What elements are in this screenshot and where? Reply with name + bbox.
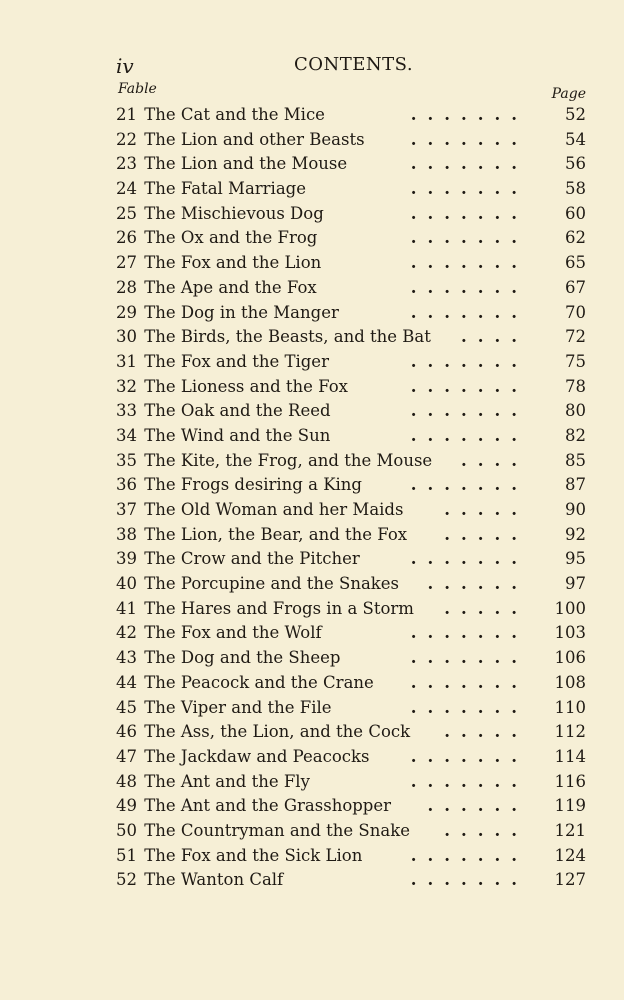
contents-entry (116, 128, 586, 153)
fable-title: The Birds, the Beasts, and the Bat (144, 327, 431, 347)
contents-entry (116, 226, 586, 251)
contents-entry (116, 696, 586, 721)
contents-entry (116, 350, 586, 375)
dot-leaders: ....... (410, 105, 528, 124)
page-number: 72 (565, 327, 586, 347)
fable-title: The Mischievous Dog (144, 203, 324, 223)
page-number: 103 (554, 623, 586, 643)
fable-title: The Ant and the Grasshopper (144, 796, 392, 816)
page-number: 67 (565, 277, 586, 297)
fable-number: 21 (116, 105, 137, 124)
contents-entry (116, 745, 586, 770)
page-number: 82 (565, 425, 586, 445)
page-number: 97 (565, 574, 586, 594)
contents-entry (116, 103, 586, 128)
dot-leaders: ....... (410, 475, 528, 495)
fable-number: 25 (116, 203, 137, 223)
contents-entry (116, 868, 586, 893)
fable-number: 34 (116, 425, 137, 445)
fable-number: 22 (116, 129, 137, 149)
contents-entry (116, 646, 586, 671)
fable-number: 52 (116, 870, 137, 890)
fable-title: The Wanton Calf (144, 870, 284, 890)
page-number: 116 (554, 771, 586, 791)
page-number: 106 (554, 648, 586, 668)
dot-leaders: ...... (427, 796, 528, 816)
contents-entry (116, 375, 586, 400)
fable-number: 51 (116, 845, 137, 865)
fable-number: 38 (116, 524, 137, 544)
contents-entry (116, 523, 586, 548)
contents-entry (116, 770, 586, 795)
page-number: 87 (565, 475, 586, 495)
dot-leaders: ...... (427, 574, 528, 594)
fable-number: 37 (116, 500, 137, 519)
dot-leaders: ....... (410, 697, 528, 717)
page-number: 92 (565, 524, 586, 544)
page-number: 127 (554, 870, 586, 890)
fable-title: The Viper and the File (144, 697, 332, 717)
fable-title: The Lion, the Bear, and the Fox (144, 524, 408, 544)
page-number: 90 (565, 500, 586, 519)
fable-title: The Fox and the Sick Lion (144, 845, 363, 865)
fable-number: 23 (116, 154, 137, 174)
page-number: 121 (554, 820, 586, 840)
page-number: 80 (565, 401, 586, 421)
dot-leaders: ....... (410, 179, 528, 199)
fable-title: The Crow and the Pitcher (144, 549, 360, 569)
fable-number: 43 (116, 648, 137, 668)
page-header (116, 54, 416, 78)
contents-entry (116, 473, 586, 498)
contents-entry (116, 671, 586, 696)
dot-leaders: ....... (410, 870, 528, 890)
fable-title: The Ass, the Lion, and the Cock (144, 722, 411, 742)
fable-title: The Porcupine and the Snakes (144, 574, 400, 594)
dot-leaders: ..... (444, 722, 528, 742)
contents-entry (116, 720, 586, 745)
dot-leaders: ....... (410, 672, 528, 692)
page-number: 112 (554, 722, 586, 742)
dot-leaders: .... (461, 450, 528, 470)
fable-column-label: Fable (118, 81, 157, 97)
fable-number: 30 (116, 327, 137, 347)
fable-title: The Wind and the Sun (144, 425, 331, 445)
fable-title: The Frogs desiring a King (144, 475, 362, 495)
dot-leaders: ....... (410, 376, 528, 396)
contents-entry (116, 202, 586, 227)
fable-number: 49 (116, 796, 137, 816)
fable-title: The Lion and the Mouse (144, 154, 348, 174)
dot-leaders: ....... (410, 746, 528, 766)
contents-entry (116, 399, 586, 424)
page-number: 114 (554, 746, 586, 766)
page-number: 60 (565, 203, 586, 223)
column-labels (118, 81, 588, 101)
dot-leaders: ....... (410, 277, 528, 297)
fable-number: 36 (116, 475, 137, 495)
page-number: 78 (565, 376, 586, 396)
fable-number: 44 (116, 672, 137, 692)
contents-entry (116, 819, 586, 844)
page-number: 52 (565, 105, 586, 124)
contents-entry (116, 152, 586, 177)
contents-entry (116, 449, 586, 474)
page-number: 124 (554, 845, 586, 865)
fable-title: The Ox and the Frog (144, 228, 318, 248)
fable-title: The Fox and the Wolf (144, 623, 322, 643)
fable-title: The Countryman and the Snake (144, 820, 410, 840)
fable-title: The Cat and the Mice (144, 105, 325, 124)
contents-entry (116, 844, 586, 869)
dot-leaders: .... (461, 327, 528, 347)
page-number: 62 (565, 228, 586, 248)
contents-list (116, 103, 586, 893)
contents-entry (116, 597, 586, 622)
contents-entry (116, 177, 586, 202)
fable-number: 42 (116, 623, 137, 643)
contents-entry (116, 572, 586, 597)
fable-title: The Kite, the Frog, and the Mouse (144, 450, 433, 470)
fable-number: 32 (116, 376, 137, 396)
dot-leaders: ..... (444, 500, 528, 519)
fable-title: The Lion and other Beasts (144, 129, 365, 149)
dot-leaders: ....... (410, 771, 528, 791)
dot-leaders: ....... (410, 648, 528, 668)
page-number: 110 (554, 697, 586, 717)
fable-number: 28 (116, 277, 137, 297)
dot-leaders: ..... (444, 524, 528, 544)
contents-entry (116, 251, 586, 276)
fable-number: 48 (116, 771, 137, 791)
contents-entry (116, 424, 586, 449)
dot-leaders: ..... (444, 598, 528, 618)
page-number: 95 (565, 549, 586, 569)
fable-number: 35 (116, 450, 137, 470)
fable-number: 47 (116, 746, 137, 766)
page-number: 56 (565, 154, 586, 174)
contents-entry (116, 276, 586, 301)
page-folio: iv (116, 54, 134, 78)
page-number: 75 (565, 351, 586, 371)
fable-title: The Ape and the Fox (144, 277, 317, 297)
page-number: 58 (565, 179, 586, 199)
page-number: 119 (554, 796, 586, 816)
contents-entry (116, 301, 586, 326)
fable-title: The Dog and the Sheep (144, 648, 341, 668)
page-column-label: Page (551, 86, 586, 102)
dot-leaders: ....... (410, 228, 528, 248)
dot-leaders: ....... (410, 129, 528, 149)
fable-title: The Peacock and the Crane (144, 672, 374, 692)
dot-leaders: ....... (410, 425, 528, 445)
fable-title: The Fatal Marriage (144, 179, 306, 199)
fable-title: The Ant and the Fly (144, 771, 310, 791)
fable-number: 24 (116, 179, 137, 199)
fable-number: 27 (116, 253, 137, 273)
fable-title: The Oak and the Reed (144, 401, 331, 421)
dot-leaders: ....... (410, 623, 528, 643)
fable-title: The Fox and the Tiger (144, 351, 329, 371)
page-number: 70 (565, 302, 586, 322)
contents-entry (116, 794, 586, 819)
fable-number: 26 (116, 228, 137, 248)
page-number: 100 (554, 598, 586, 618)
fable-number: 40 (116, 574, 137, 594)
fable-title: The Fox and the Lion (144, 253, 322, 273)
dot-leaders: ....... (410, 401, 528, 421)
fable-title: The Dog in the Manger (144, 302, 339, 322)
fable-title: The Jackdaw and Peacocks (144, 746, 370, 766)
dot-leaders: ....... (410, 302, 528, 322)
page-number: 108 (554, 672, 586, 692)
page-title: CONTENTS. (294, 54, 414, 75)
page-number: 85 (565, 450, 586, 470)
dot-leaders: ....... (410, 253, 528, 273)
dot-leaders: ....... (410, 154, 528, 174)
fable-number: 39 (116, 549, 137, 569)
fable-number: 41 (116, 598, 137, 618)
fable-number: 50 (116, 820, 137, 840)
dot-leaders: ..... (444, 820, 528, 840)
contents-entry (116, 547, 586, 572)
fable-number: 33 (116, 401, 137, 421)
contents-entry (116, 621, 586, 646)
dot-leaders: ....... (410, 351, 528, 371)
fable-title: The Lioness and the Fox (144, 376, 348, 396)
fable-number: 45 (116, 697, 137, 717)
fable-number: 29 (116, 302, 137, 322)
dot-leaders: ....... (410, 845, 528, 865)
dot-leaders: ....... (410, 549, 528, 569)
fable-number: 31 (116, 351, 137, 371)
fable-title: The Hares and Frogs in a Storm (144, 598, 414, 618)
dot-leaders: ....... (410, 203, 528, 223)
fable-number: 46 (116, 722, 137, 742)
contents-entry (116, 498, 586, 523)
page-number: 65 (565, 253, 586, 273)
contents-entry (116, 325, 586, 350)
page-number: 54 (565, 129, 586, 149)
fable-title: The Old Woman and her Maids (144, 500, 404, 519)
